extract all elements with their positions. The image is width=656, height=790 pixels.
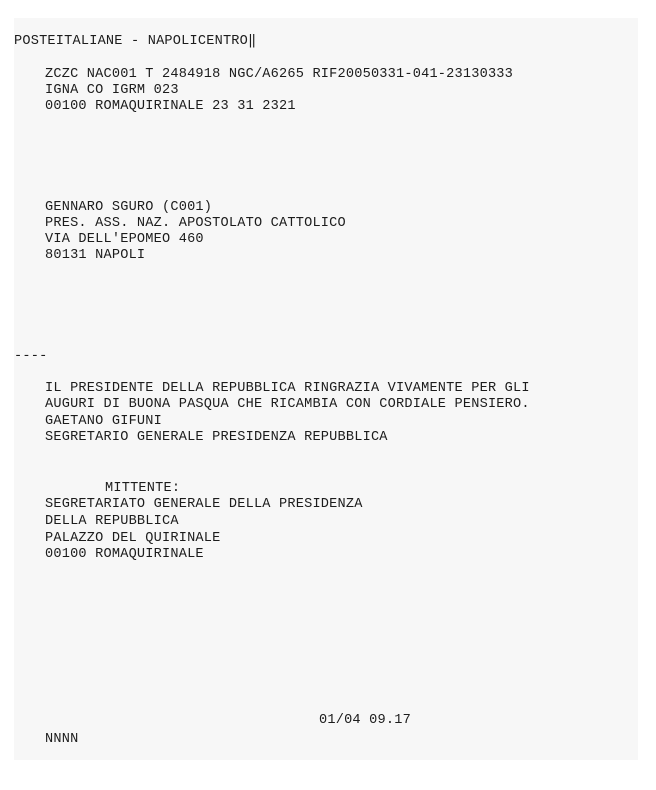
separator: ---- <box>14 349 48 364</box>
routing-line-1: ZCZC NAC001 T 2484918 NGC/A6265 RIF20050331-041-23130333 <box>45 67 514 82</box>
recipient-street: VIA DELL'EPOMEO 460 <box>45 232 204 247</box>
sender-line-3: PALAZZO DEL QUIRINALE <box>45 531 221 546</box>
recipient-name: GENNARO SGURO (C001) <box>45 200 213 215</box>
end-marker: NNNN <box>45 732 79 747</box>
message-line-2: AUGURI DI BUONA PASQUA CHE RICAMBIA CON CORDIALE PENSIERO. <box>45 397 530 412</box>
recipient-city: 80131 NAPOLI <box>45 248 146 263</box>
office-header: POSTEITALIANE - NAPOLICENTRO‖ <box>14 34 257 49</box>
routing-line-2: IGNA CO IGRM 023 <box>45 83 179 98</box>
message-signatory-title: SEGRETARIO GENERALE PRESIDENZA REPUBBLICA <box>45 430 388 445</box>
message-line-1: IL PRESIDENTE DELLA REPUBBLICA RINGRAZIA VIVAMENTE PER GLI <box>45 381 530 396</box>
datetime-stamp: 01/04 09.17 <box>319 713 411 728</box>
sender-line-4: 00100 ROMAQUIRINALE <box>45 547 204 562</box>
recipient-title: PRES. ASS. NAZ. APOSTOLATO CATTOLICO <box>45 216 346 231</box>
routing-line-3: 00100 ROMAQUIRINALE 23 31 2321 <box>45 99 296 114</box>
sender-label: MITTENTE: <box>105 481 181 496</box>
telegram-sheet <box>14 18 638 760</box>
sender-line-1: SEGRETARIATO GENERALE DELLA PRESIDENZA <box>45 497 363 512</box>
sender-line-2: DELLA REPUBBLICA <box>45 514 179 529</box>
message-signatory: GAETANO GIFUNI <box>45 414 163 429</box>
